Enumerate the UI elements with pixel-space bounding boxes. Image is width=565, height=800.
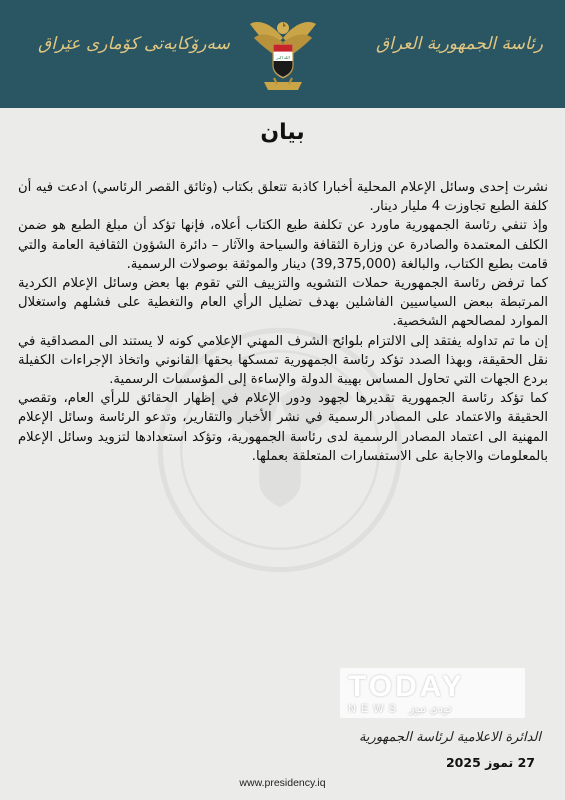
today-logo-word: TODAY — [348, 670, 465, 703]
svg-text:الله اكبر: الله اكبر — [276, 55, 290, 60]
statement-body — [18, 178, 548, 466]
paragraph-4: إن ما تم تداوله يفتقد إلى الالتزام بلوائح الشرف المهني الإعلامي كونه لا يستند الى المصداقية في نقل الحقيقة، وبهذا الصدد تؤكد رئاسة الجمهورية تمسكها بحقها القانوني واتخاذ الإجراءات الكفيلة بردع الجهات التي تحاول المساس بهيبة الدولة والإساءة إلى المؤسسات الرسمية. — [18, 333, 548, 388]
issuer-signature: الدائرة الاعلامية لرئاسة الجمهورية — [358, 730, 541, 745]
paragraph-2: وإذ تنفي رئاسة الجمهورية ماورد عن تكلفة طبع الكتاب أعلاه، فإنها تؤكد أن مبلغ الطبع هو ضمن الكلف المعتمدة والصادرة عن وزارة الثقافة والسياحة والآثار – دائرة الشؤون الثقافية العامة والتي قامت بطبع الكتاب، والبالغة (39,375,000) دينار والموثقة بوصولات الرسمية. — [18, 218, 548, 272]
statement-date: 27 تموز 2025 — [445, 755, 535, 770]
today-logo-subtitle: NEWS تودي نيوز — [348, 703, 452, 715]
paragraph-5: كما تؤكد رئاسة الجمهورية تقديرها لجهود ودور الإعلام في إظهار الحقائق للرأي العام، وتقصي الحقيقة والاعتماد على المصادر الرسمية في نشر الأخبار والتقارير، وتدعو الرئاسة وسائل الإعلام المهنية الى اعتماد المصادر الرسمية لدى رئاسة الجمهورية، وتؤكد استعدادها لتزويد وسائل الإعلام بالمعلومات والاجابة على الاستفسارات المتعلقة بعملها. — [18, 391, 548, 464]
statement-title: بيان — [260, 120, 305, 145]
today-news-watermark-logo — [340, 668, 525, 718]
website-link[interactable]: www.presidency.iq — [239, 777, 326, 789]
header-kurdish-title: سەرۆکایەتی کۆماری عێراق — [38, 34, 230, 54]
paragraph-3: كما ترفض رئاسة الجمهورية حملات التشويه والتزييف التي تقوم بها بعض وسائل الإعلام الكردية المرتبطة ببعض السياسيين الفاشلين بهدف تضليل الرأي العام والتغطية على فشلهم واستغلال الموارد لمصالحهم الشخصية. — [18, 276, 548, 330]
eagle-emblem-icon — [246, 8, 320, 100]
header-arabic-title: رئاسة الجمهورية العراق — [375, 34, 543, 54]
paragraph-1: نشرت إحدى وسائل الإعلام المحلية أخبارا كاذبة تتعلق بكتاب (وثائق القصر الرئاسي) ادعت فيه أن كلفة الطبع تجاوزت 4 مليار دينار. — [18, 180, 548, 215]
header-banner — [0, 0, 565, 108]
